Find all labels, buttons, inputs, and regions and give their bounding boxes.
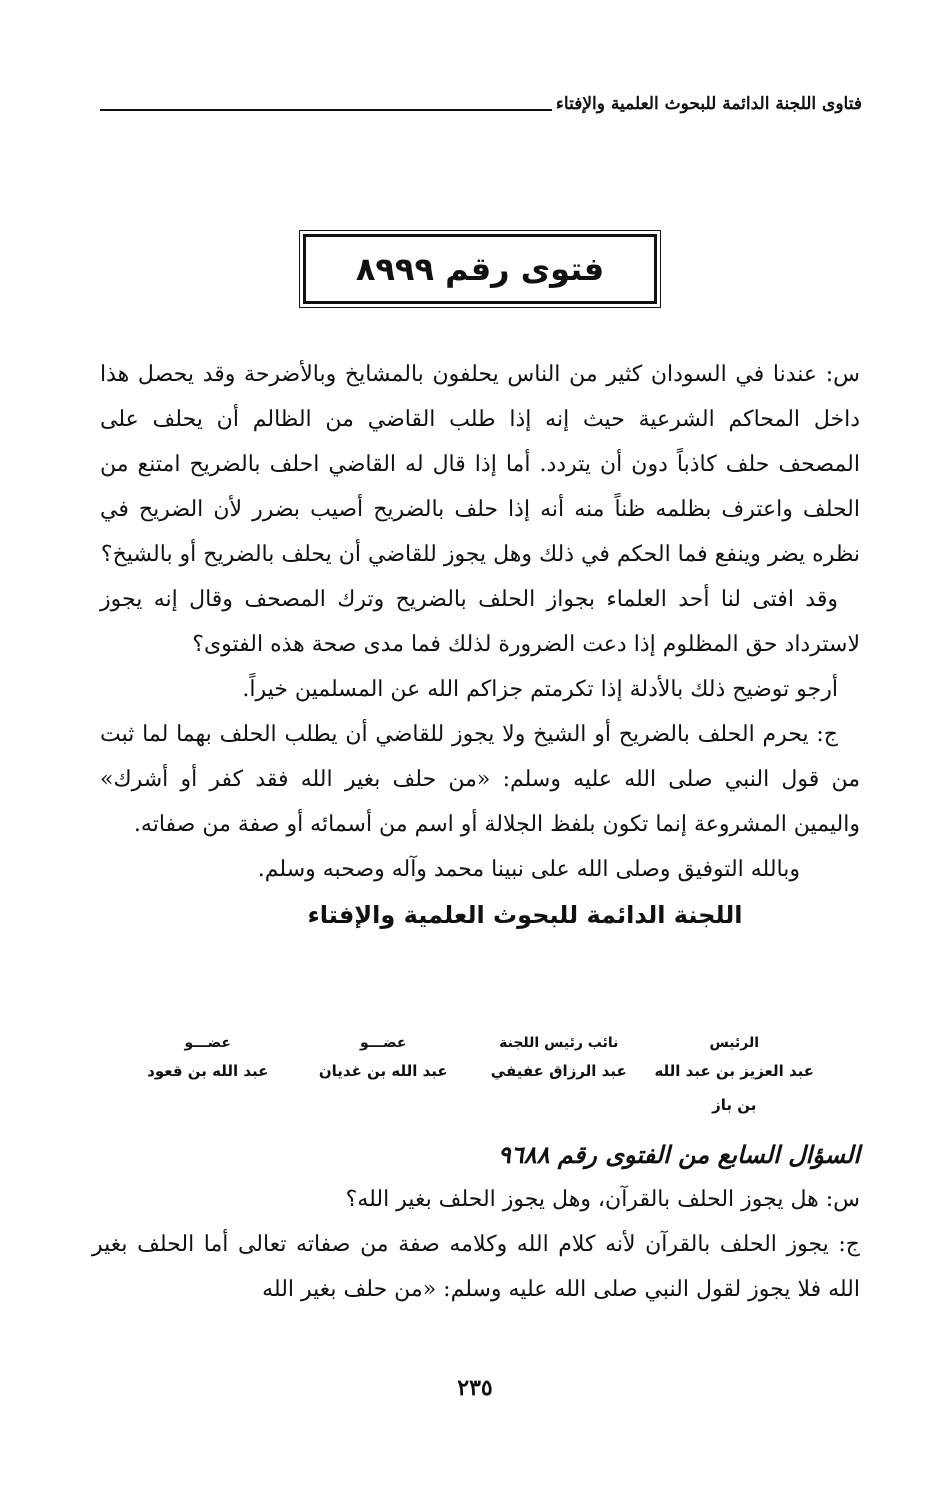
signature-role: عضـــو [360, 1035, 407, 1051]
section-heading: السؤال السابع من الفتوى رقم ٩٦٨٨ [497, 1140, 860, 1169]
signature-name: عبد الله بن قعود [147, 1062, 269, 1080]
running-header [100, 88, 862, 118]
question-paragraph: س: هل يجوز الحلف بالقرآن، وهل يجوز الحلف بغير الله؟ [345, 1187, 860, 1212]
running-header-title: فتاوى اللجنة الدائمة للبحوث العلمية والإفتاء [555, 94, 862, 114]
closing-prayer: وبالله التوفيق وصلى الله على نبينا محمد وآله وصحبه وسلم. [257, 857, 800, 882]
page-number: ٢٣٥ [457, 1375, 493, 1401]
question-paragraph: وقد افتى لنا أحد العلماء بجواز الحلف بالضريح وترك المصحف وقال إنه يجوز لاسترداد حق المظلوم إذا دعت الضرورة لذلك فما مدى صحة هذه الفتوى؟ [100, 587, 860, 657]
signature-name: عبد العزيز بن عبد الله بن باز [654, 1062, 815, 1114]
header-rule [100, 109, 552, 111]
signature-role: عضـــو [184, 1035, 231, 1051]
signature-name: عبد الرزاق عفيفي [490, 1062, 627, 1080]
signature-name: عبد الله بن غديان [318, 1062, 448, 1080]
committee-name: اللجنة الدائمة للبحوث العلمية والإفتاء [307, 901, 743, 929]
fatwa-title-box [303, 234, 657, 304]
second-fatwa [92, 1132, 860, 1312]
fatwa-title: فتوى رقم ٨٩٩٩ [355, 250, 605, 288]
signatures-table [120, 1032, 822, 1114]
signature-role: نائب رئيس اللجنة [499, 1035, 619, 1051]
answer-paragraph: ج: يحرم الحلف بالضريح أو الشيخ ولا يجوز للقاضي أن يطلب الحلف بهما لما ثبت من قول النبي صلى الله عليه وسلم: «من حلف بغير الله فقد كفر أو أشرك» واليمين المشروعة إنما تكون بلفظ الجلالة أو اسم من أسمائه أو صفة من صفاته. [100, 722, 860, 837]
signature-roles-row [120, 1032, 822, 1054]
signature-role: الرئيس [709, 1035, 760, 1051]
question-paragraph: س: عندنا في السودان كثير من الناس يحلفون بالمشايخ وبالأضرحة وقد يحصل هذا داخل المحاكم الشرعية حيث إنه إذا طلب القاضي من الظالم أن يحلف على المصحف حلف كاذباً دون أن يتردد. أما إذا قال له القاضي احلف بالضريح امتنع من الحلف واعترف بظلمه ظناً منه أنه إذا حلف بالضريح أصيب بضرر لأن الضريح في نظره يضر وينفع فما الحكم في ذلك وهل يجوز للقاضي أن يحلف بالضريح أو بالشيخ؟ [100, 362, 860, 567]
question-paragraph: أرجو توضيح ذلك بالأدلة إذا تكرمتم جزاكم الله عن المسلمين خيراً. [242, 677, 838, 702]
signature-names-row [120, 1054, 822, 1114]
answer-paragraph: ج: يجوز الحلف بالقرآن لأنه كلام الله وكلامه صفة من صفاته تعالى أما الحلف بغير الله فلا يجوز لقول النبي صلى الله عليه وسلم: «من حلف بغير الله [92, 1232, 860, 1302]
fatwa-body [100, 352, 860, 938]
